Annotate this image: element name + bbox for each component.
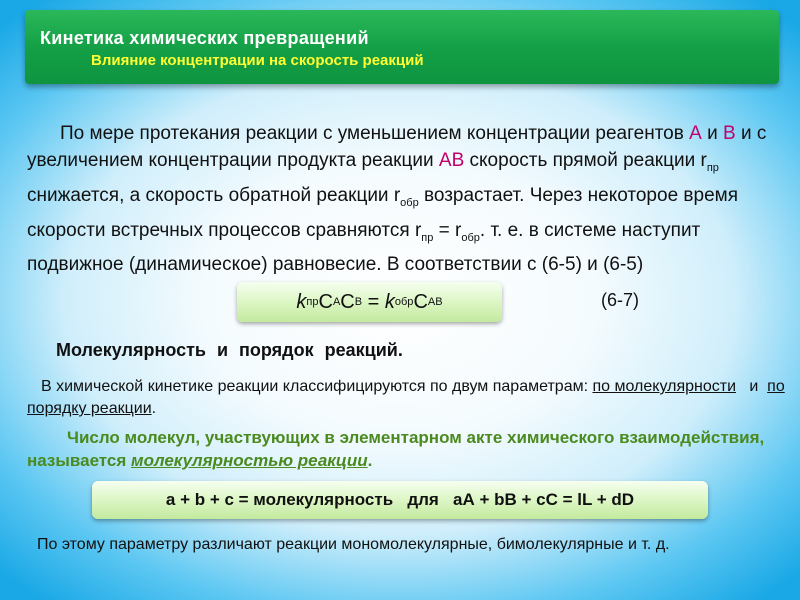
title-banner (25, 10, 779, 84)
formula-symbol: C (340, 290, 355, 313)
subscript: обр (394, 296, 414, 308)
text-run: и (736, 378, 768, 395)
text-run: . (151, 400, 157, 417)
closing-paragraph (27, 534, 787, 556)
equation-number: (6-7) (601, 290, 640, 310)
slide-subtitle: Влияние концентрации на скорость реакций (91, 52, 424, 69)
text-run: и с увеличением концентрации продукта реакции (27, 123, 767, 171)
reagent-b: В (722, 123, 736, 144)
formula-symbol: C (413, 290, 428, 313)
text-run: По этому параметру различают реакции мономолекулярные, бимолекулярные и т. д. (37, 536, 670, 553)
section-heading: Молекулярность и порядок реакций. (56, 340, 403, 360)
product-ab: АВ (438, 150, 465, 171)
classification-paragraph (27, 376, 787, 420)
text-run: По мере протекания реакции с уменьшением концентрации реагентов (60, 123, 690, 144)
text-run: и (701, 123, 723, 144)
equilibrium-formula (237, 282, 502, 322)
subscript: A (332, 296, 341, 308)
text-run: скорость прямой реакции r (464, 150, 707, 171)
text-run: снижается, а скорость обратной реакции r (27, 184, 401, 206)
text-run: В химической кинетике реакции классифицируются по двум параметрам: (41, 378, 593, 395)
equilibrium-paragraph (27, 120, 787, 278)
subscript: пр (706, 161, 719, 174)
reagent-a: А (689, 123, 702, 144)
molecularity-formula: а + b + с = молекулярность для аА + bВ + сС = lL + dD (92, 481, 708, 519)
subscript: B (354, 296, 363, 308)
subscript: обр (400, 196, 419, 209)
defined-term: молекулярностью реакции (131, 451, 368, 470)
text-run: = r (433, 219, 462, 241)
subscript: пр (421, 231, 434, 244)
text-run: . т. е. в системе наступит подвижное (динамическое) равновесие. В соответствии с (6-5) и (6-5) (27, 219, 701, 276)
subscript: пр (306, 296, 319, 308)
definition-paragraph (27, 426, 787, 472)
text-run: возрастает. Через некоторое время скорости встречных процессов сравняются r (27, 184, 738, 241)
formula-symbol: k (384, 290, 395, 313)
formula-symbol: C (318, 290, 333, 313)
text-run: Число молекул, участвующих в элементарном акте химического взаимодействия, называется (27, 428, 765, 470)
text-run: . (367, 451, 373, 470)
underlined-term: по молекулярности (592, 378, 736, 395)
underlined-term: по порядку реакции (27, 378, 785, 417)
subscript: обр (461, 231, 480, 244)
formula-symbol: k (296, 290, 307, 313)
subscript: AB (427, 296, 443, 308)
slide-title: Кинетика химических превращений (40, 28, 369, 48)
equals-sign: = (362, 290, 385, 313)
